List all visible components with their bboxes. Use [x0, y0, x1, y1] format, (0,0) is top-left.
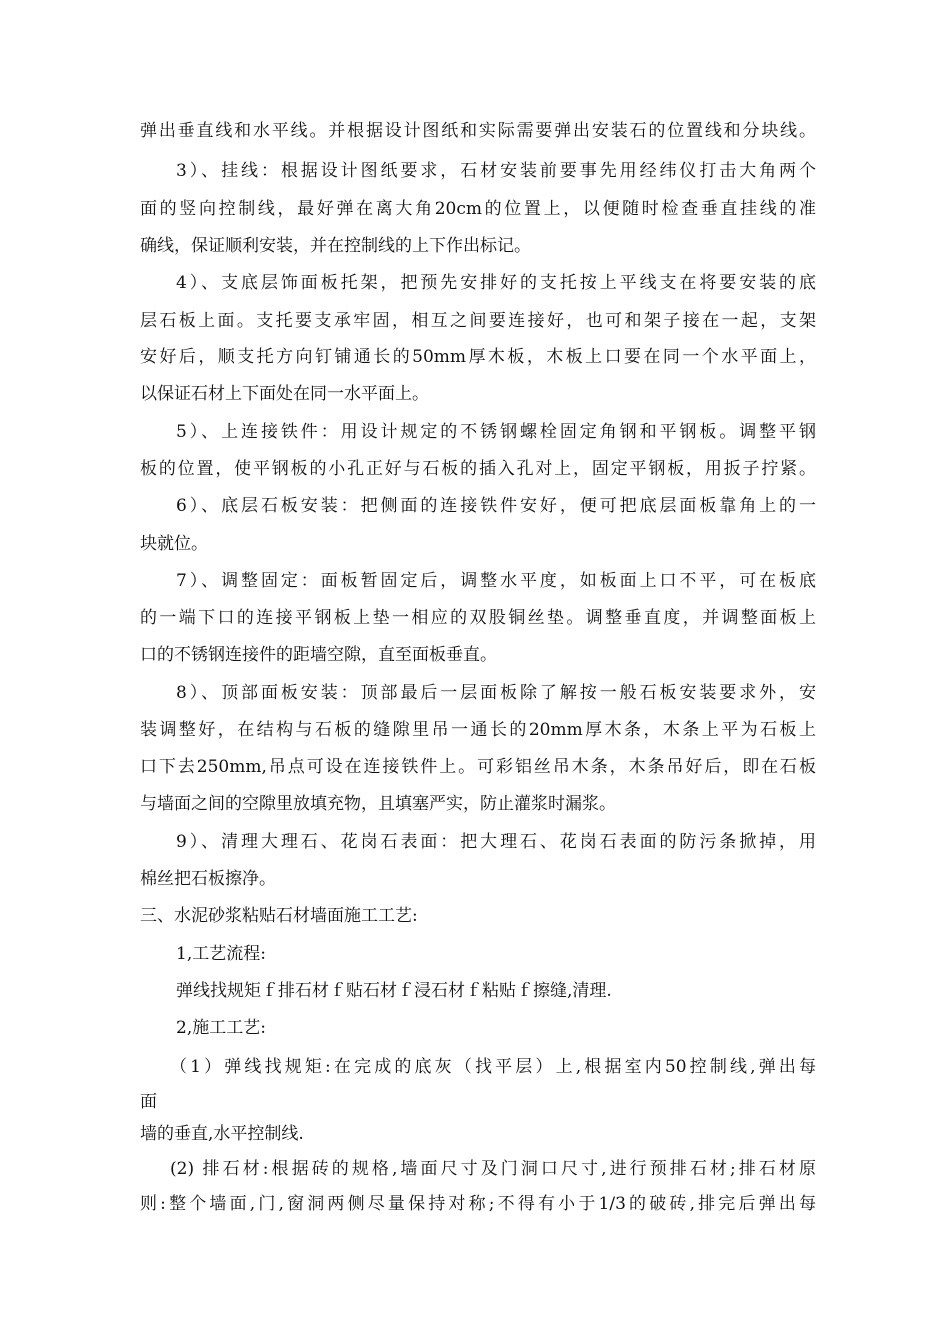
text-line: 弹出垂直线和水平线。并根据设计图纸和实际需要弹出安装石的位置线和分块线。: [140, 121, 816, 141]
text-line: 确线，保证顺利安装，并在控制线的上下作出标记。: [140, 236, 531, 256]
text-line: 与墙面之间的空隙里放填充物，且填塞严实，防止灌浆时漏浆。: [140, 794, 616, 814]
text-line: 的一端下口的连接平钢板上垫一相应的双股铜丝垫。调整垂直度，并调整面板上: [140, 608, 816, 628]
text-line: 则:整个墙面,门,窗洞两侧尽量保持对称;不得有小于1/3的破砖,排完后弹出每: [140, 1194, 816, 1214]
text-line: 以保证石材上下面处在同一水平面上。: [140, 384, 429, 404]
text-line: 3）、挂线：根据设计图纸要求，石材安装前要事先用经纬仪打击大角两个: [176, 161, 816, 181]
text-line: (2) 排石材:根据砖的规格,墙面尺寸及门洞口尺寸,进行预排石材;排石材原: [170, 1159, 816, 1179]
text-line: 墙的垂直,水平控制线.: [140, 1124, 304, 1144]
text-line: 6）、底层石板安装：把侧面的连接铁件安好，便可把底层面板靠角上的一: [176, 496, 816, 516]
text-line: 板的位置，使平钢板的小孔正好与石板的插入孔对上，固定平钢板，用扳子拧紧。: [140, 459, 816, 479]
text-line: 9）、清理大理石、花岗石表面：把大理石、花岗石表面的防污条掀掉，用: [176, 832, 816, 852]
text-line: 4）、支底层饰面板托架，把预先安排好的支托按上平线支在将要安装的底: [176, 273, 816, 293]
text-line: 层石板上面。支托要支承牢固，相互之间要连接好，也可和架子接在一起，支架: [140, 311, 816, 331]
text-line: 面的竖向控制线，最好弹在离大角20cm的位置上，以便随时检查垂直挂线的准: [140, 199, 816, 219]
section-heading: 三、水泥砂浆粘贴石材墙面施工工艺:: [140, 906, 418, 926]
text-line: 面: [140, 1092, 157, 1112]
subheading: 1,工艺流程:: [176, 944, 266, 964]
text-line: （1）弹线找规矩:在完成的底灰（找平层）上,根据室内50控制线,弹出每: [170, 1057, 816, 1077]
text-line: 弹线找规矩ｆ排石材ｆ贴石材ｆ浸石材ｆ粘贴ｆ擦缝,清理.: [176, 981, 612, 1001]
text-line: 7）、调整固定：面板暂固定后，调整水平度，如板面上口不平，可在板底: [176, 571, 816, 591]
text-line: 口的不锈钢连接件的距墙空隙，直至面板垂直。: [140, 645, 497, 665]
subheading: 2,施工工艺:: [176, 1018, 266, 1038]
text-line: 8）、顶部面板安装：顶部最后一层面板除了解按一般石板安装要求外，安: [176, 683, 816, 703]
text-line: 块就位。: [140, 534, 208, 554]
text-line: 5）、上连接铁件：用设计规定的不锈钢螺栓固定角钢和平钢板。调整平钢: [176, 422, 816, 442]
text-line: 装调整好，在结构与石板的缝隙里吊一通长的20mm厚木条，木条上平为石板上: [140, 720, 816, 740]
text-line: 安好后，顺支托方向钉铺通长的50mm厚木板，木板上口要在同一个水平面上，: [140, 347, 816, 367]
text-line: 棉丝把石板擦净。: [140, 869, 276, 889]
text-line: 口下去250mm,吊点可设在连接铁件上。可彩铝丝吊木条，木条吊好后，即在石板: [140, 757, 816, 777]
